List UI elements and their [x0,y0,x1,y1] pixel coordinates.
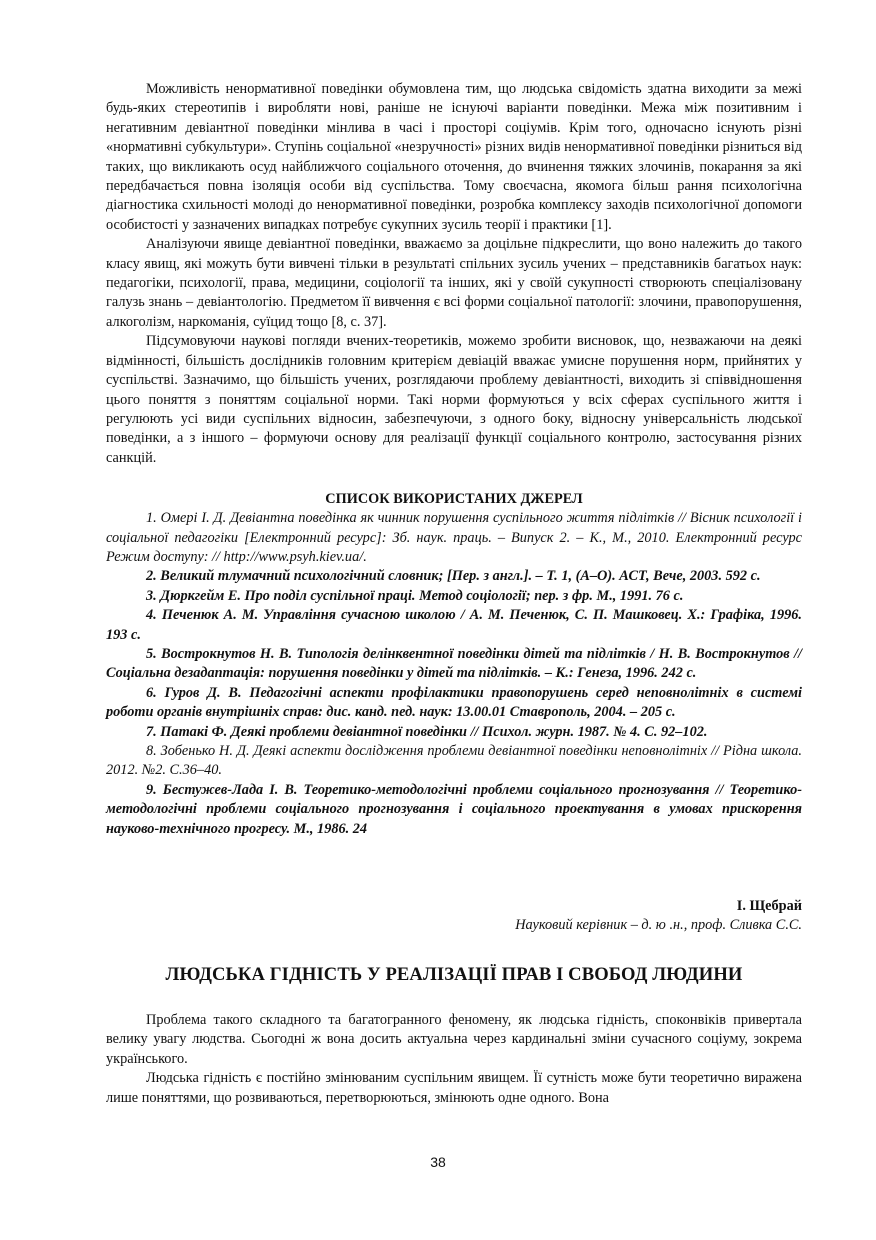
paragraph: Підсумовуючи наукові погляди вчених-теоретиків, можемо зробити висновок, що, незважаючи на деякі відмінності, більшість дослідників головним критерієм девіацій вважає умисне порушення норм, прийнятих у суспільстві. Зазначимо, що більшість учених, розглядаючи проблему девіантності, виходить зі співвідношення цього поняття з поняттям соціальної норми. Такі норми формуються у всіх сферах суспільного життя і регулюють усі види суспільних відносин, забезпечуючи, з одного боку, відносну універсальність людської поведінки, а з іншого – формуючи основу для реалізації функції соціального контролю, застосування різних санкцій. [106,333,802,466]
reference-item: 2. Великий тлумачний психологічний словник; [Пер. з англ.]. – Т. 1, (А–О). АСТ, Вече, 2003. 592 с. [146,568,761,585]
supervisor: Науковий керівник – д. ю .н., проф. Сливка С.С. [515,917,802,934]
paragraph: Людська гідність є постійно змінюваним суспільним явищем. Її сутність може бути теоретично виражена лише поняттями, що розвиваються, перетворюються, змінюють одне одного. Вона [106,1070,802,1106]
reference-item: 7. Патакі Ф. Деякі проблеми девіантної поведінки // Психол. журн. 1987. № 4. С. 92–102. [146,723,708,740]
reference-item: 8. Зобенько Н. Д. Деякі аспекти дослідження проблеми девіантної поведінки неповнолітніх // Рідна школа. 2012. №2. С.36–40. [106,743,802,779]
author-block [106,897,802,935]
article-title: ЛЮДСЬКА ГІДНІСТЬ У РЕАЛІЗАЦІЇ ПРАВ І СВОБОД ЛЮДИНИ [165,964,743,986]
paragraph: Проблема такого складного та багатогранного феномену, як людська гідність, споконвіків привертала велику увагу людства. Сьогодні ж вона досить актуальна через кардинальні зміни сучасного соціуму, зокрема українського. [106,1012,802,1067]
article-body [106,1011,802,1108]
paragraph: Аналізуючи явище девіантної поведінки, вважаємо за доцільне підкреслити, що воно належить до такого класу явищ, які можуть бути вивчені тільки в результаті спільних зусиль учених – представників багатьох наук: педагогіки, психології, права, медицини, соціології та інших, які у своїй сукупності створюють спеціалізовану галузь знань – девіантологію. Предметом її вивчення є всі форми соціальної патології: злочини, правопорушення, алкоголізм, наркоманія, суїцид тощо [8, с. 37]. [106,236,802,330]
reference-item: 9. Бестужев-Лада І. В. Теоретико-методологічні проблеми соціального прогнозування // Теоретико-методологічні проблеми соціального прогнозування і соціального проектування в умовах прискорення науково-технічного прогресу. М., 1986. 24 [106,781,802,837]
author-name: І. Щебрай [736,898,802,915]
reference-item: 5. Вострокнутов Н. В. Типологія делінквентної поведінки дітей та підлітків / Н. В. Вострокнутов // Соціальна дезадаптація: порушення поведінки у дітей та підлітків. – К.: Генеза, 1996. 242 с. [106,645,802,682]
reference-item: 4. Печенюк А. М. Управління сучасною школою / А. М. Печенюк, С. П. Машковец. Х.: Графіка, 1996. 193 с. [106,607,802,643]
page-content [106,80,802,1108]
references-title: СПИСОК ВИКОРИСТАНИХ ДЖЕРЕЛ [325,491,583,508]
reference-item: 6. Гуров Д. В. Педагогічні аспекти профілактики правопорушень серед неповнолітніх в системі роботи органів внутрішніх справ: дис. канд. пед. наук: 13.00.01 Ставрополь, 2004. – 205 с. [106,684,802,721]
references-list [106,509,802,839]
paragraph: Можливість ненормативної поведінки обумовлена тим, що людська свідомість здатна виходити за межі будь-яких стереотипів і виробляти нові, раніше не існуючі варіанти поведінки. Межа між позитивним і негативним девіантної поведінки мінлива в часі і просторі соціумів. Крім того, одночасно існують різні «нормативні субкультури». Ступінь соціальної «незручності» різних видів ненормативної поведінки різниться від таких, що викликають осуд найближчого соціального оточення, до вчинення тяжких злочинів, покарання за які передбачається повна ізоляція особи від суспільства. Тому своєчасна, якомога більш рання психологічна діагностика схильності молоді до ненормативної поведінки, розробка комплексу заходів психологічної допомоги особистості у зазначених випадках потребує сукупних зусиль теорії і практики [1]. [106,81,802,233]
reference-item: 3. Дюркгейм Е. Про поділ суспільної праці. Метод соціології; пер. з фр. М., 1991. 76 с. [146,587,684,604]
reference-item: 1. Омері І. Д. Девіантна поведінка як чинник порушення суспільного життя підлітків // Вісник психології і соціальної педагогіки [Електронний ресурс]: Зб. наук. праць. – Випуск 2. – К., М., 2010. Електронний ресурс Режим доступу: // http://www.psyh.kiev.ua/. [106,510,802,565]
page-number: 38 [430,1154,446,1170]
body-text [106,80,802,468]
